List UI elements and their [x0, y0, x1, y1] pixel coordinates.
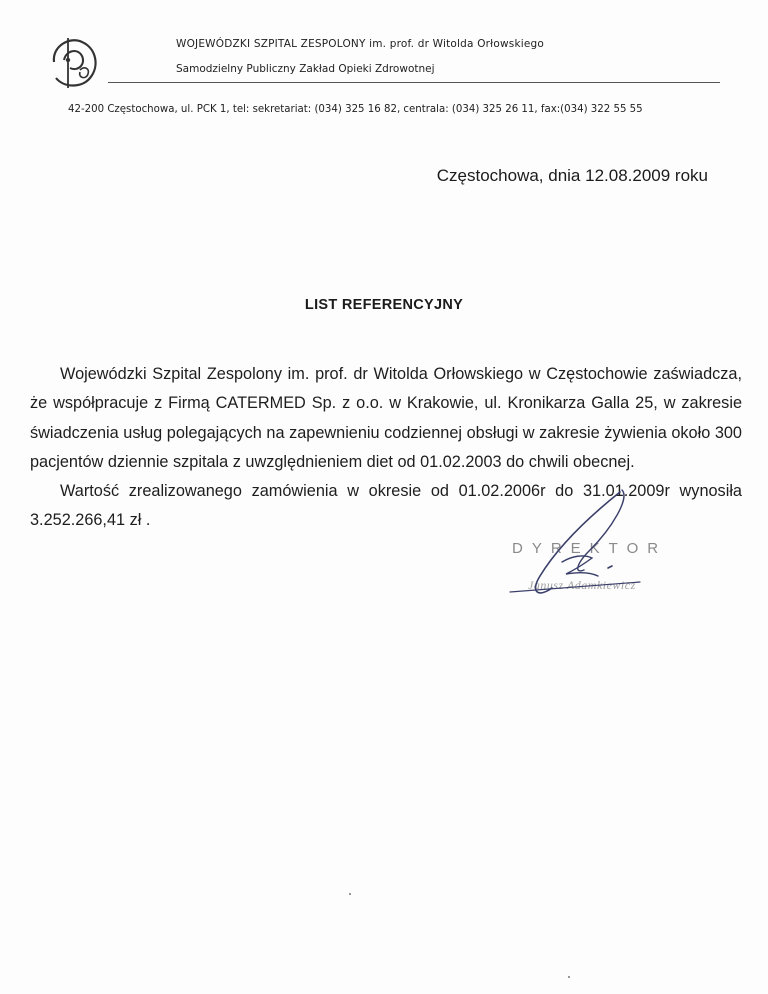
body-paragraph: Wartość zrealizowanego zamówienia w okresie od 01.02.2006r do 31.01.2009r wynosiła 3.252.266,41 zł .: [30, 482, 742, 530]
stamp-title: DYREKTOR: [512, 540, 668, 557]
header-divider: [108, 82, 720, 83]
institution-name: WOJEWÓDZKI SZPITAL ZESPOLONY im. prof. dr Witolda Orłowskiego: [176, 38, 544, 50]
scan-speck: [568, 976, 570, 978]
hospital-emblem-icon: [44, 32, 108, 92]
body-paragraph: Wojewódzki Szpital Zespolony im. prof. dr Witolda Orłowskiego w Częstochowie zaświadcza, że współpracuje z Firmą CATERMED Sp. z o.o. w Krakowie, ul. Kronikarza Galla 25, w zakresie świadczenia usług polegających na zapewnieniu codziennej obsługi w zakresie żywienia około 300 pacjentów dziennie szpitala z uwzględnieniem diet od 01.02.2003 do chwili obecnej.: [30, 365, 742, 471]
letter-title: LIST REFERENCYJNY: [304, 297, 464, 313]
institution-address: 42-200 Częstochowa, ul. PCK 1, tel: sekretariat: (034) 325 16 82, centrala: (034) 325 26 11, fax:(034) 322 55 55: [68, 104, 643, 115]
institution-subtitle: Samodzielny Publiczny Zakład Opieki Zdrowotnej: [176, 63, 435, 75]
stamp-name: Janusz Adamkiewicz: [528, 578, 636, 592]
handwritten-signature: [480, 488, 680, 608]
scan-speck: [349, 893, 351, 895]
letter-date: Częstochowa, dnia 12.08.2009 roku: [436, 166, 708, 185]
